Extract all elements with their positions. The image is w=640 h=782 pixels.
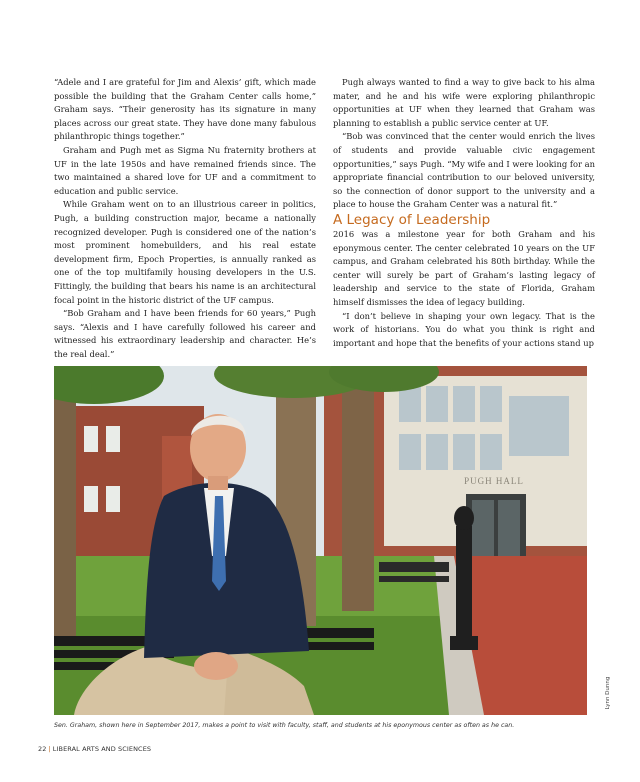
body-paragraph: Pugh always wanted to find a way to give back to his alma mater, and he and his wife were exploring philanthropic opportunities at UF when they learned that Graham was planning to establish a public service center at UF. — [333, 77, 595, 128]
photo-credit-text: Lynn Dunng — [605, 676, 611, 710]
section-name: LIBERAL ARTS AND SCIENCES — [52, 745, 152, 753]
feature-photo — [54, 366, 587, 715]
body-paragraph: “I don’t believe in shaping your own legacy. That is the work of historians. You do what you think is right and important and hope that the benefits of your actions stand up — [333, 310, 595, 348]
left-text-column — [54, 76, 316, 361]
body-paragraph: 2016 was a milestone year for both Graham and his eponymous center. The center celebrated 10 years on the UF campus, and Graham celebrated his 80th birthday. While the center will surely be part of Graham’s lasting legacy of leadership and service to the state of Florida, Graham himself dismisses the idea of legacy building. — [333, 228, 595, 307]
right-text-column — [333, 76, 595, 350]
photo-caption: Sen. Graham, shown here in September 2017, makes a point to visit with faculty, staff, and students at his eponymous center as often as he can. — [54, 722, 515, 729]
body-paragraph: “Adele and I are grateful for Jim and Alexis’ gift, which made possible the building that the Graham Center calls home,” Graham says. “Their generosity has its signature in many places across our great state. They have done many fabulous philanthropic things together.” — [54, 77, 316, 142]
building-sign: PUGH HALL — [464, 476, 524, 486]
page-folio — [38, 745, 151, 753]
page-number: 22 — [38, 745, 47, 753]
body-paragraph: While Graham went on to an illustrious career in politics, Pugh, a building construction major, became a nationally recognized developer. Pugh is considered one of the nation’s most prominent homebuilders, and his real estate development firm, Epoch Properties, is annually ranked as one of the top multifamily housing developers in the U.S. Fittingly, the building that bears his name is an architectural focal point in the historic district of the UF campus. — [54, 199, 316, 305]
photo-credit — [603, 670, 613, 720]
body-paragraph: “Bob Graham and I have been friends for 60 years,” Pugh says. “Alexis and I have carefully followed his career and witnessed his extraordinary leadership and character. He’s the real deal.” — [54, 308, 316, 359]
body-paragraph: “Bob was convinced that the center would enrich the lives of students and provide valuable civic engagement opportunities,” says Pugh. “My wife and I were looking for an appropriate financial contribution to our beloved university, so the connection of donor support to the university and a place to house the Graham Center was a natural fit.” — [333, 131, 595, 210]
body-paragraph: Graham and Pugh met as Sigma Nu fraternity brothers at UF in the late 1950s and have remained friends since. The two maintained a shared love for UF and a commitment to education and public service. — [54, 144, 316, 196]
section-heading: A Legacy of Leadership — [333, 211, 491, 228]
folio-separator: | — [48, 745, 51, 753]
